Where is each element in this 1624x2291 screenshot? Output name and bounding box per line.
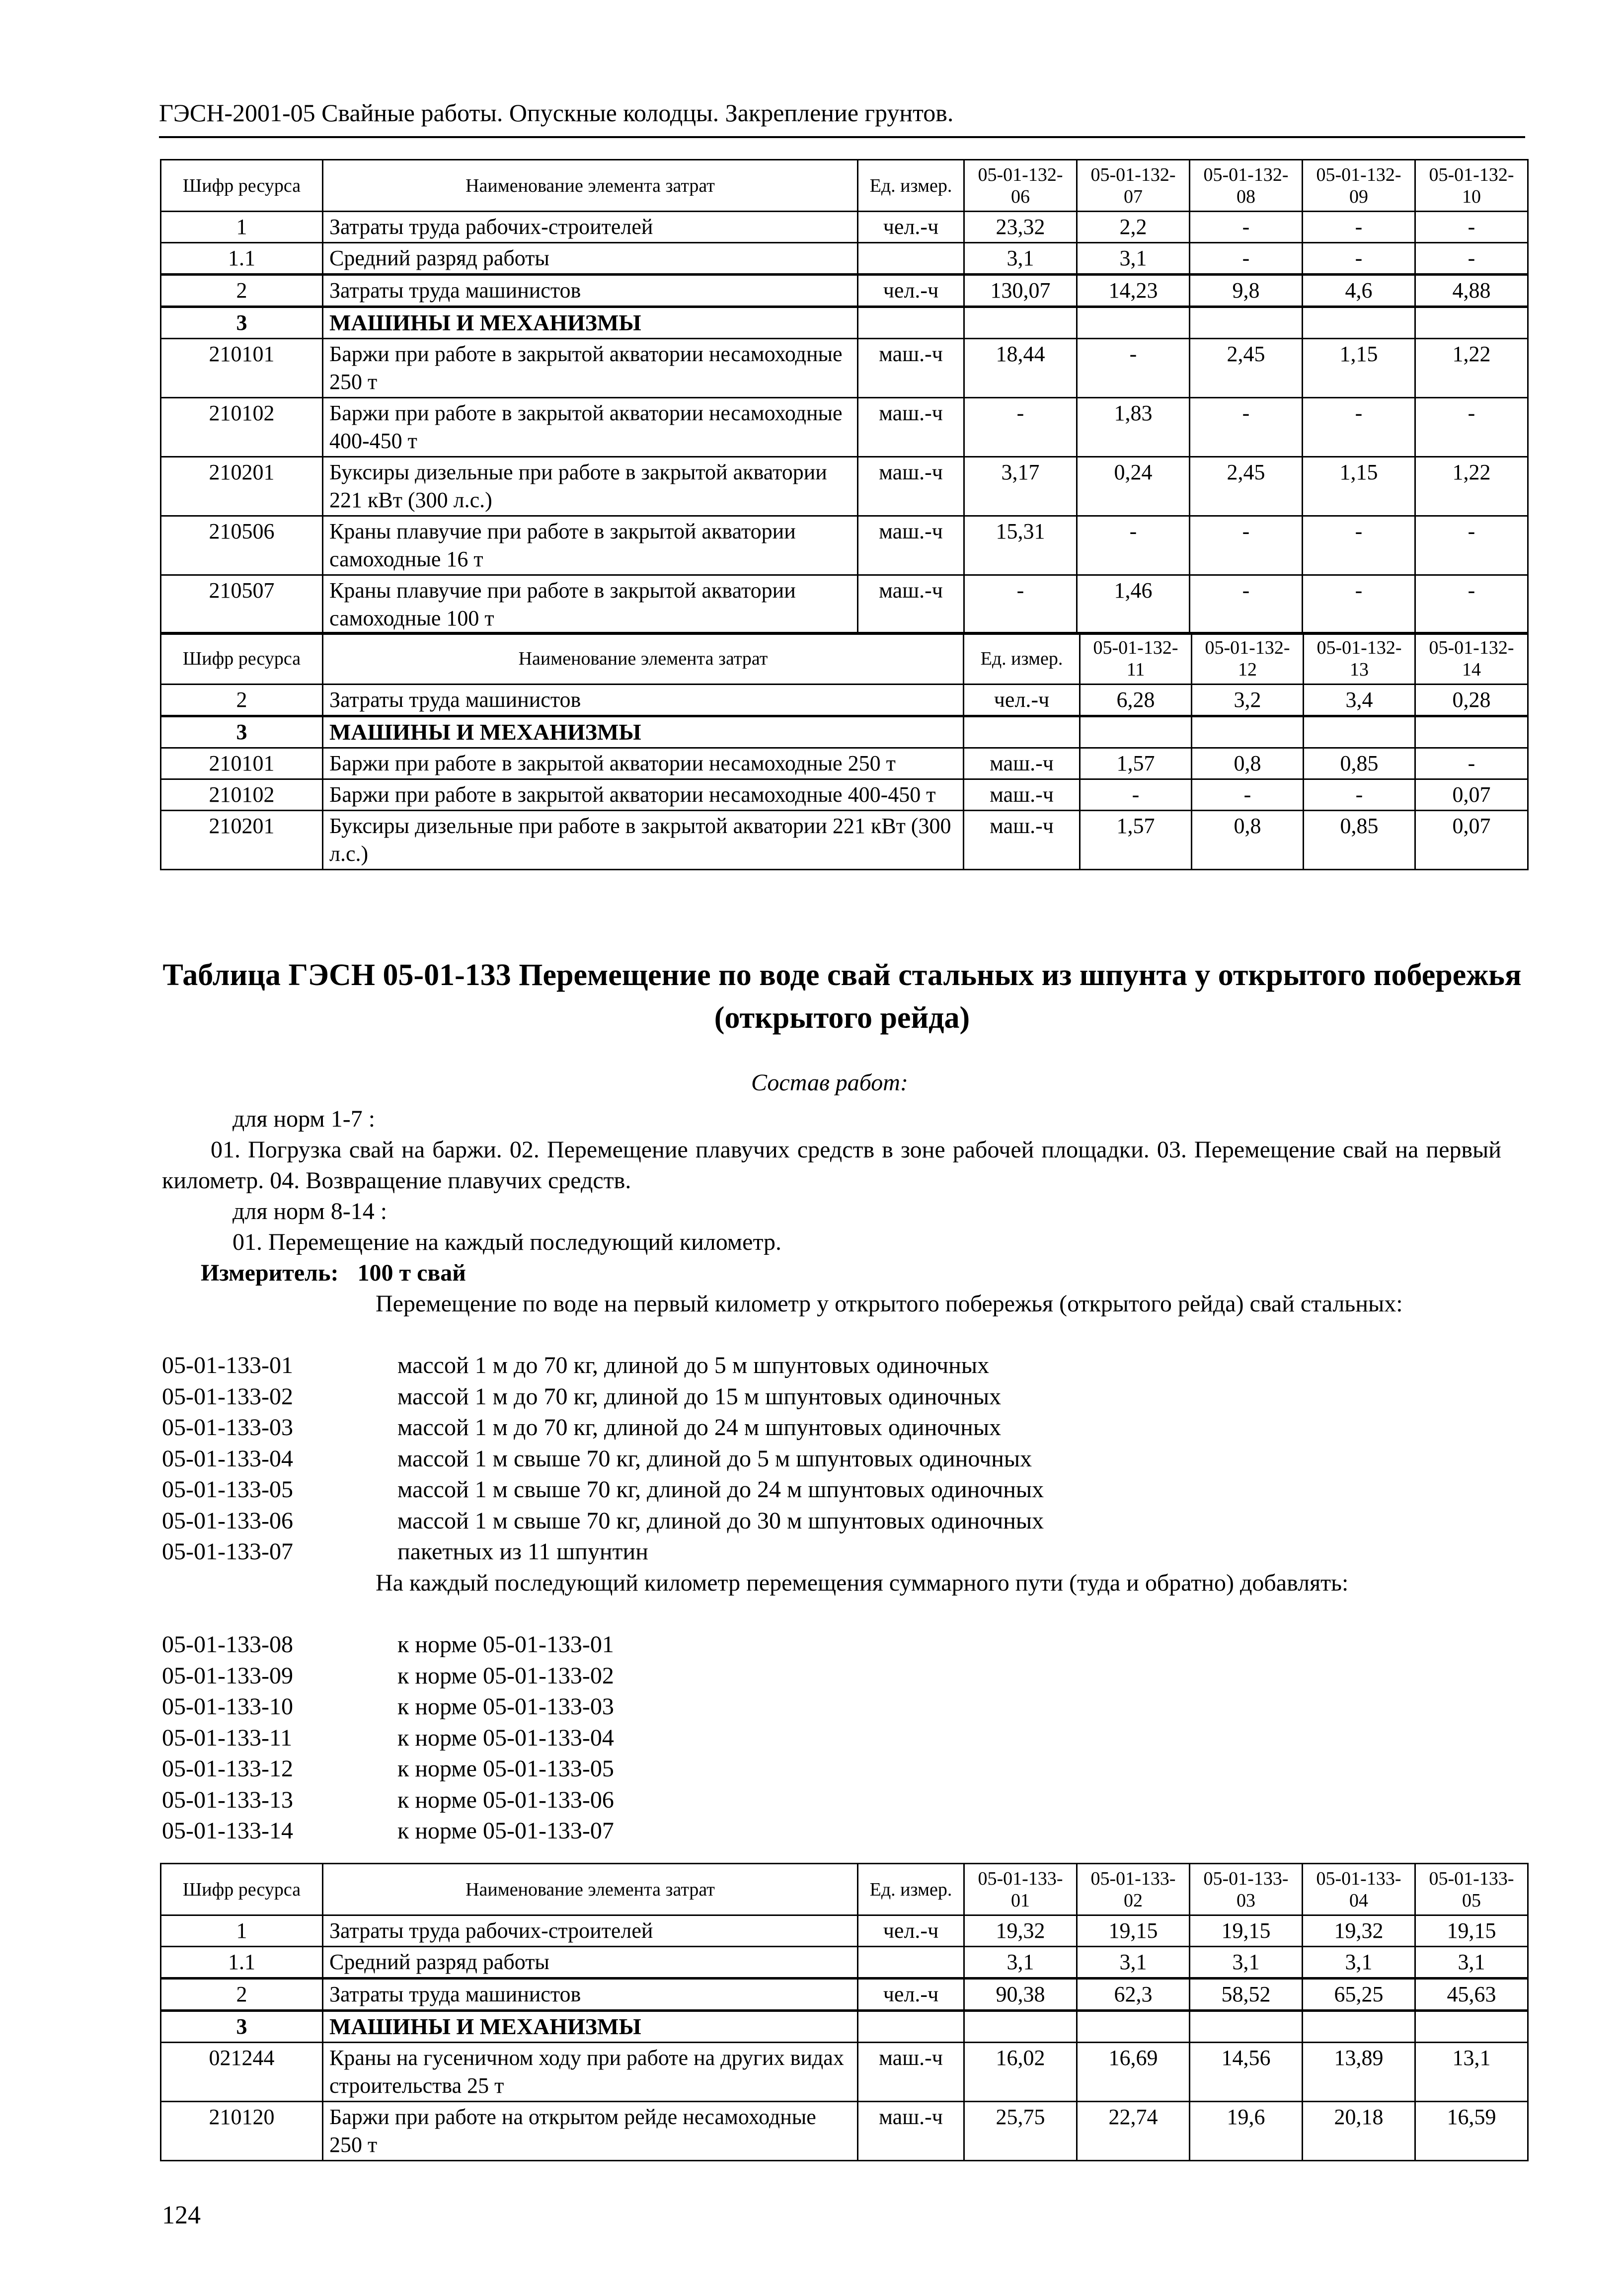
unit-cell: [858, 307, 964, 339]
table-title: Таблица ГЭСН 05-01-133 Перемещение по воде свай стальных из шпунта у открытого побережья (открытого рейда): [162, 958, 1522, 1035]
resource-code: 210201: [161, 457, 323, 516]
value-cell: 20,18: [1303, 2102, 1415, 2161]
cost-element-name: Баржи при работе в закрытой акватории несамоходные 400-450 т: [323, 398, 858, 457]
table-row: [161, 339, 1528, 398]
header-norm: 05-01-132-10: [1415, 160, 1528, 212]
value-cell: [1077, 2011, 1190, 2043]
value-cell: 3,4: [1304, 685, 1415, 716]
header-norm: 05-01-132-07: [1077, 160, 1190, 212]
cost-element-name: МАШИНЫ И МЕХАНИЗМЫ: [323, 307, 858, 339]
value-cell: 0,24: [1077, 457, 1190, 516]
value-cell: 3,1: [964, 243, 1077, 275]
value-cell: 6,28: [1080, 685, 1192, 716]
norm-code: 05-01-133-11: [162, 1724, 293, 1751]
norm-item: [162, 1629, 1503, 1661]
header-unit: Ед. измер.: [858, 1864, 964, 1915]
cost-element-name: Баржи при работе в закрытой акватории несамоходные 250 т: [323, 339, 858, 398]
value-cell: 25,75: [964, 2102, 1077, 2161]
value-cell: [1303, 307, 1415, 339]
norm-item: [162, 1785, 1503, 1816]
value-cell: -: [1190, 398, 1303, 457]
unit-cell: маш.-ч: [858, 457, 964, 516]
cost-element-name: Буксиры дизельные при работе в закрытой акватории 221 кВт (300 л.с.): [323, 457, 858, 516]
value-cell: [1304, 716, 1415, 748]
table-row: [161, 1947, 1528, 1979]
norm-description: к норме 05-01-133-01: [397, 1631, 614, 1658]
value-cell: [1415, 307, 1528, 339]
resource-code: 3: [161, 716, 323, 748]
value-cell: 1,22: [1415, 457, 1528, 516]
table-row: [161, 2102, 1528, 2161]
value-cell: 13,89: [1303, 2043, 1415, 2102]
resource-code: 2: [161, 685, 323, 716]
resource-code: 210102: [161, 779, 323, 811]
cost-element-name: Средний разряд работы: [323, 1947, 858, 1979]
norm-code: 05-01-133-02: [162, 1383, 293, 1410]
cost-element-name: Затраты труда машинистов: [323, 685, 964, 716]
norm-code: 05-01-133-14: [162, 1818, 293, 1844]
value-cell: -: [1080, 779, 1192, 811]
header-norm: 05-01-133-04: [1303, 1864, 1415, 1915]
value-cell: 0,8: [1192, 811, 1304, 870]
norm-item: [162, 1412, 1503, 1444]
cost-element-name: Затраты труда рабочих-строителей: [323, 212, 858, 243]
value-cell: -: [1303, 243, 1415, 275]
cost-element-name: Краны плавучие при работе в закрытой акватории самоходные 16 т: [323, 516, 858, 575]
norm-item: [162, 1754, 1503, 1785]
table-row: [161, 779, 1528, 811]
header-norm: 05-01-132-14: [1415, 633, 1528, 685]
resource-code: 3: [161, 307, 323, 339]
table-row: [161, 212, 1528, 243]
value-cell: -: [1415, 748, 1528, 779]
norm-description: к норме 05-01-133-04: [397, 1724, 614, 1751]
value-cell: 19,32: [1303, 1915, 1415, 1947]
table-row: [161, 2043, 1528, 2102]
value-cell: -: [1303, 575, 1415, 634]
resource-code: 1.1: [161, 1947, 323, 1979]
value-cell: 19,15: [1077, 1915, 1190, 1947]
resource-code: 210507: [161, 575, 323, 634]
unit-cell: [858, 2011, 964, 2043]
norm-description: к норме 05-01-133-02: [397, 1662, 614, 1689]
value-cell: -: [1415, 398, 1528, 457]
unit-cell: чел.-ч: [858, 1979, 964, 2011]
value-cell: 58,52: [1190, 1979, 1303, 2011]
norm-item: [162, 1536, 1503, 1568]
value-cell: 1,46: [1077, 575, 1190, 634]
table-row: [161, 685, 1528, 716]
resource-code: 210120: [161, 2102, 323, 2161]
cost-element-name: Затраты труда машинистов: [323, 275, 858, 307]
header-norm: 05-01-133-01: [964, 1864, 1077, 1915]
header-norm: 05-01-132-13: [1304, 633, 1415, 685]
table-row: [161, 1979, 1528, 2011]
value-cell: -: [1303, 212, 1415, 243]
header-unit: Ед. измер.: [964, 633, 1080, 685]
value-cell: 0,85: [1304, 811, 1415, 870]
meter-label: Измеритель:: [201, 1260, 339, 1286]
value-cell: -: [964, 398, 1077, 457]
value-cell: 1,57: [1080, 748, 1192, 779]
table-row: [161, 811, 1528, 870]
value-cell: 1,83: [1077, 398, 1190, 457]
norm-code: 05-01-133-10: [162, 1693, 293, 1720]
value-cell: [1192, 716, 1304, 748]
cost-element-name: Буксиры дизельные при работе в закрытой акватории 221 кВт (300 л.с.): [323, 811, 964, 870]
value-cell: -: [964, 575, 1077, 634]
norm-code: 05-01-133-05: [162, 1476, 293, 1503]
norm-group-intro: Перемещение по воде на первый километр у открытого побережья (открытого рейда) свай стальных:: [376, 1291, 1403, 1317]
value-cell: -: [1190, 243, 1303, 275]
norm-item: [162, 1723, 1503, 1754]
norm-description: пакетных из 11 шпунтин: [397, 1538, 648, 1565]
unit-cell: чел.-ч: [858, 275, 964, 307]
unit-cell: маш.-ч: [858, 2102, 964, 2161]
resource-table-132-11-14: [160, 632, 1529, 870]
resource-table-133-01-05: [160, 1863, 1529, 2161]
norm-description: массой 1 м до 70 кг, длиной до 15 м шпунтовых одиночных: [397, 1383, 1002, 1410]
value-cell: 16,69: [1077, 2043, 1190, 2102]
norm-code: 05-01-133-09: [162, 1662, 293, 1689]
value-cell: [1415, 716, 1528, 748]
cost-element-name: Краны на гусеничном ходу при работе на других видах строительства 25 т: [323, 2043, 858, 2102]
header-name: Наименование элемента затрат: [323, 633, 964, 685]
resource-code: 210101: [161, 339, 323, 398]
norm-item: [162, 1350, 1503, 1381]
norm-item: [162, 1474, 1503, 1506]
header-norm: 05-01-133-03: [1190, 1864, 1303, 1915]
value-cell: 3,1: [1077, 1947, 1190, 1979]
resource-code: 1: [161, 212, 323, 243]
page-number: 124: [162, 2201, 201, 2229]
unit-cell: маш.-ч: [964, 811, 1080, 870]
value-cell: [1080, 716, 1192, 748]
value-cell: 1,15: [1303, 339, 1415, 398]
resource-code: 210201: [161, 811, 323, 870]
value-cell: 3,17: [964, 457, 1077, 516]
unit-cell: маш.-ч: [858, 575, 964, 634]
table-row: [161, 307, 1528, 339]
value-cell: 45,63: [1415, 1979, 1528, 2011]
value-cell: 23,32: [964, 212, 1077, 243]
table-row: [161, 575, 1528, 634]
value-cell: 3,1: [1077, 243, 1190, 275]
header-code: Шифр ресурса: [161, 160, 323, 212]
header-code: Шифр ресурса: [161, 633, 323, 685]
norm-description: к норме 05-01-133-05: [397, 1756, 614, 1782]
norm-description: массой 1 м свыше 70 кг, длиной до 24 м шпунтовых одиночных: [397, 1476, 1044, 1503]
value-cell: 2,45: [1190, 339, 1303, 398]
norm-item: [162, 1691, 1503, 1723]
value-cell: [964, 307, 1077, 339]
value-cell: -: [1190, 516, 1303, 575]
cost-element-name: Затраты труда машинистов: [323, 1979, 858, 2011]
norm-code: 05-01-133-01: [162, 1352, 293, 1378]
header-rule: [159, 136, 1525, 138]
resource-code: 3: [161, 2011, 323, 2043]
value-cell: [1303, 2011, 1415, 2043]
cost-element-name: Баржи при работе в закрытой акватории несамоходные 250 т: [323, 748, 964, 779]
header-name: Наименование элемента затрат: [323, 160, 858, 212]
value-cell: [1077, 307, 1190, 339]
header-norm: 05-01-132-06: [964, 160, 1077, 212]
table-row: [161, 457, 1528, 516]
value-cell: -: [1415, 212, 1528, 243]
unit-cell: [964, 716, 1080, 748]
value-cell: -: [1304, 779, 1415, 811]
table-row: [161, 275, 1528, 307]
value-cell: -: [1192, 779, 1304, 811]
norm-item: [162, 1816, 1503, 1847]
value-cell: -: [1190, 212, 1303, 243]
value-cell: 3,1: [1303, 1947, 1415, 1979]
value-cell: [1190, 2011, 1303, 2043]
for-norms-label: для норм 1-7 :: [232, 1106, 376, 1132]
meter-value: 100 т свай: [357, 1260, 466, 1286]
header-norm: 05-01-132-12: [1192, 633, 1304, 685]
for-norms-label: для норм 8-14 :: [232, 1198, 387, 1224]
resource-code: 210506: [161, 516, 323, 575]
norm-description: массой 1 м свыше 70 кг, длиной до 30 м шпунтовых одиночных: [397, 1507, 1044, 1534]
resource-table-132-06-10: [160, 159, 1529, 635]
norm-description: массой 1 м свыше 70 кг, длиной до 5 м шпунтовых одиночных: [397, 1445, 1032, 1472]
header-norm: 05-01-132-11: [1080, 633, 1192, 685]
value-cell: 0,85: [1304, 748, 1415, 779]
value-cell: 9,8: [1190, 275, 1303, 307]
norm-description: к норме 05-01-133-03: [397, 1693, 614, 1720]
header-norm: 05-01-133-05: [1415, 1864, 1528, 1915]
works-list: 01. Перемещение на каждый последующий километр.: [232, 1229, 782, 1255]
cost-element-name: Баржи при работе на открытом рейде несамоходные 250 т: [323, 2102, 858, 2161]
cost-element-name: Затраты труда рабочих-строителей: [323, 1915, 858, 1947]
cost-element-name: Баржи при работе в закрытой акватории несамоходные 400-450 т: [323, 779, 964, 811]
value-cell: [1190, 307, 1303, 339]
value-cell: 19,15: [1190, 1915, 1303, 1947]
table-row: [161, 243, 1528, 275]
value-cell: -: [1190, 575, 1303, 634]
norm-item: [162, 1661, 1503, 1692]
value-cell: 0,07: [1415, 811, 1528, 870]
unit-cell: маш.-ч: [858, 339, 964, 398]
value-cell: 16,59: [1415, 2102, 1528, 2161]
unit-cell: чел.-ч: [964, 685, 1080, 716]
value-cell: 90,38: [964, 1979, 1077, 2011]
value-cell: 3,2: [1192, 685, 1304, 716]
unit-cell: маш.-ч: [858, 2043, 964, 2102]
composition-title: Состав работ:: [751, 1069, 908, 1096]
value-cell: 19,15: [1415, 1915, 1528, 1947]
value-cell: -: [1303, 398, 1415, 457]
norm-list: [162, 1629, 1503, 1847]
value-cell: -: [1415, 516, 1528, 575]
value-cell: [964, 2011, 1077, 2043]
unit-cell: маш.-ч: [964, 748, 1080, 779]
works-list: 01. Погрузка свай на баржи. 02. Перемещение плавучих средств в зоне рабочей площадки. 03. Перемещение свай на первый километр. 04. Возвращение плавучих средств.: [162, 1137, 1501, 1194]
value-cell: 2,45: [1190, 457, 1303, 516]
value-cell: 19,32: [964, 1915, 1077, 1947]
value-cell: 1,57: [1080, 811, 1192, 870]
table-row: [161, 398, 1528, 457]
value-cell: 62,3: [1077, 1979, 1190, 2011]
resource-code: 1.1: [161, 243, 323, 275]
value-cell: 0,07: [1415, 779, 1528, 811]
value-cell: 22,74: [1077, 2102, 1190, 2161]
table-row: [161, 716, 1528, 748]
value-cell: 1,22: [1415, 339, 1528, 398]
header-name: Наименование элемента затрат: [323, 1864, 858, 1915]
value-cell: 14,56: [1190, 2043, 1303, 2102]
cost-element-name: МАШИНЫ И МЕХАНИЗМЫ: [323, 716, 964, 748]
norm-description: к норме 05-01-133-06: [397, 1786, 614, 1813]
value-cell: 18,44: [964, 339, 1077, 398]
cost-element-name: МАШИНЫ И МЕХАНИЗМЫ: [323, 2011, 858, 2043]
value-cell: 0,28: [1415, 685, 1528, 716]
value-cell: 19,6: [1190, 2102, 1303, 2161]
value-cell: 15,31: [964, 516, 1077, 575]
header-norm: 05-01-132-08: [1190, 160, 1303, 212]
value-cell: 3,1: [1415, 1947, 1528, 1979]
norm-code: 05-01-133-12: [162, 1756, 293, 1782]
unit-cell: чел.-ч: [858, 212, 964, 243]
norm-list: [162, 1350, 1503, 1568]
page-header: ГЭСН-2001-05 Свайные работы. Опускные колодцы. Закрепление грунтов.: [159, 99, 954, 127]
value-cell: -: [1077, 516, 1190, 575]
resource-code: 210101: [161, 748, 323, 779]
norm-item: [162, 1444, 1503, 1475]
header-unit: Ед. измер.: [858, 160, 964, 212]
header-code: Шифр ресурса: [161, 1864, 323, 1915]
value-cell: -: [1415, 243, 1528, 275]
norm-code: 05-01-133-03: [162, 1414, 293, 1441]
cost-element-name: Краны плавучие при работе в закрытой акватории самоходные 100 т: [323, 575, 858, 634]
value-cell: 13,1: [1415, 2043, 1528, 2102]
norm-code: 05-01-133-04: [162, 1445, 293, 1472]
cost-element-name: Средний разряд работы: [323, 243, 858, 275]
unit-cell: чел.-ч: [858, 1915, 964, 1947]
value-cell: 1,15: [1303, 457, 1415, 516]
unit-cell: [858, 1947, 964, 1979]
unit-cell: маш.-ч: [858, 398, 964, 457]
value-cell: -: [1303, 516, 1415, 575]
resource-code: 1: [161, 1915, 323, 1947]
norm-code: 05-01-133-13: [162, 1786, 293, 1813]
resource-code: 2: [161, 275, 323, 307]
value-cell: 0,8: [1192, 748, 1304, 779]
resource-code: 210102: [161, 398, 323, 457]
resource-code: 021244: [161, 2043, 323, 2102]
unit-cell: маш.-ч: [858, 516, 964, 575]
norm-code: 05-01-133-07: [162, 1538, 293, 1565]
table-row: [161, 1915, 1528, 1947]
value-cell: 3,1: [964, 1947, 1077, 1979]
norm-code: 05-01-133-08: [162, 1631, 293, 1658]
norm-item: [162, 1506, 1503, 1537]
value-cell: 3,1: [1190, 1947, 1303, 1979]
norm-item: [162, 1381, 1503, 1413]
value-cell: 4,88: [1415, 275, 1528, 307]
norm-description: массой 1 м до 70 кг, длиной до 5 м шпунтовых одиночных: [397, 1352, 990, 1378]
norm-group-intro: На каждый последующий километр перемещения суммарного пути (туда и обратно) добавлять:: [376, 1570, 1349, 1596]
norm-description: к норме 05-01-133-07: [397, 1818, 614, 1844]
header-norm: 05-01-133-02: [1077, 1864, 1190, 1915]
table-row: [161, 2011, 1528, 2043]
value-cell: 14,23: [1077, 275, 1190, 307]
value-cell: -: [1415, 575, 1528, 634]
value-cell: 16,02: [964, 2043, 1077, 2102]
value-cell: 2,2: [1077, 212, 1190, 243]
value-cell: 65,25: [1303, 1979, 1415, 2011]
value-cell: -: [1077, 339, 1190, 398]
resource-code: 2: [161, 1979, 323, 2011]
unit-cell: [858, 243, 964, 275]
value-cell: 130,07: [964, 275, 1077, 307]
norm-description: массой 1 м до 70 кг, длиной до 24 м шпунтовых одиночных: [397, 1414, 1002, 1441]
norm-code: 05-01-133-06: [162, 1507, 293, 1534]
meter-line: [201, 1258, 466, 1289]
table-row: [161, 516, 1528, 575]
value-cell: [1415, 2011, 1528, 2043]
header-norm: 05-01-132-09: [1303, 160, 1415, 212]
unit-cell: маш.-ч: [964, 779, 1080, 811]
table-row: [161, 748, 1528, 779]
value-cell: 4,6: [1303, 275, 1415, 307]
